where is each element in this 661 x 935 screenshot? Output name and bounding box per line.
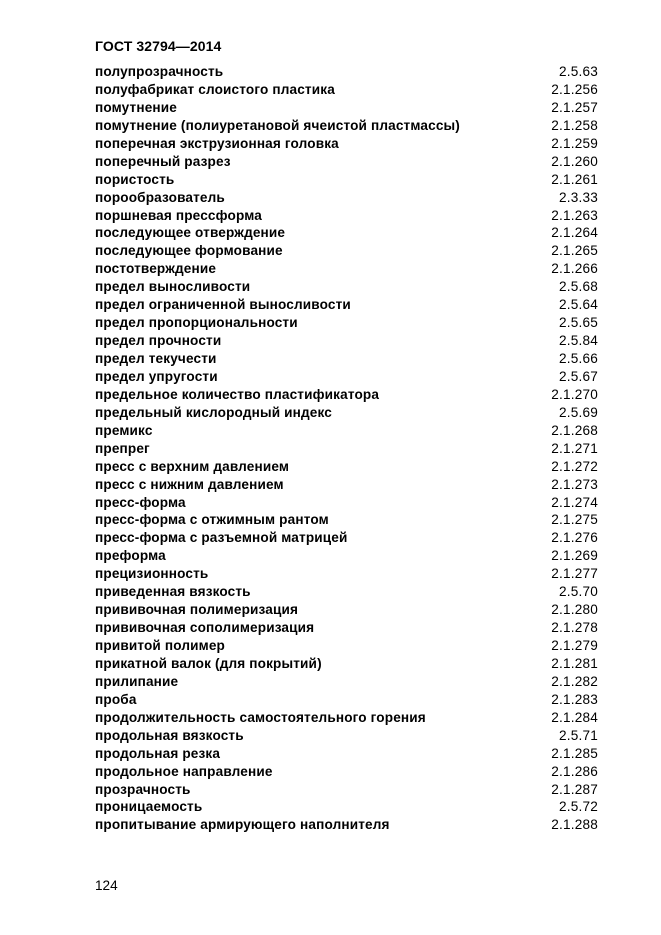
- index-reference-number: 2.1.270: [551, 386, 598, 402]
- index-reference-number: 2.1.260: [551, 153, 598, 169]
- index-reference-number: 2.5.65: [559, 315, 598, 331]
- index-term: прививочная полимеризация: [95, 602, 299, 618]
- index-term: предел упругости: [95, 368, 218, 384]
- index-reference-number: 2.5.84: [559, 333, 598, 349]
- index-term: предел прочности: [95, 333, 222, 349]
- index-term: проницаемость: [95, 799, 203, 815]
- index-entry: [95, 422, 600, 440]
- index-entry: [95, 332, 600, 350]
- index-term: пресс с нижним давлением: [95, 476, 284, 492]
- index-reference-number: 2.1.288: [551, 817, 598, 833]
- index-term: прозрачность: [95, 781, 191, 797]
- index-reference-number: 2.1.285: [551, 745, 598, 761]
- index-entry: [95, 565, 600, 583]
- index-term: предел текучести: [95, 351, 217, 366]
- index-term: проба: [95, 691, 137, 707]
- index-term: препрег: [95, 440, 150, 456]
- index-term: постотверждение: [95, 261, 217, 277]
- index-reference-number: 2.5.64: [559, 297, 598, 313]
- document-header: ГОСТ 32794—2014: [95, 38, 222, 54]
- index-entry: [95, 440, 600, 458]
- index-term: предел пропорциональности: [95, 315, 298, 331]
- index-entry: [95, 135, 600, 153]
- index-entry: [95, 511, 600, 529]
- index-entry: [95, 781, 600, 799]
- index-term: предел ограниченной выносливости: [95, 297, 351, 313]
- index-term: пресс с верхним давлением: [95, 458, 290, 474]
- index-entry: [95, 458, 600, 476]
- index-entry: [95, 189, 600, 207]
- index-reference-number: 2.1.259: [551, 135, 598, 151]
- index-term: последующее формование: [95, 243, 283, 259]
- index-reference-number: 2.3.33: [559, 189, 598, 205]
- index-term: пропитывание армирующего наполнителя: [95, 817, 390, 833]
- index-entry: [95, 117, 600, 135]
- index-term: последующее отверждение: [95, 225, 286, 241]
- index-term: поперечная экструзионная головка: [95, 135, 339, 151]
- index-term: предел выносливости: [95, 279, 251, 295]
- index-reference-number: 2.1.266: [551, 261, 598, 277]
- index-entry: [95, 350, 600, 368]
- index-entry: [95, 619, 600, 637]
- index-term: прикатной валок (для покрытий): [95, 655, 322, 671]
- index-entry: [95, 207, 600, 225]
- index-entry: [95, 296, 600, 314]
- index-reference-number: 2.5.71: [559, 727, 598, 743]
- index-reference-number: 2.1.275: [551, 512, 598, 528]
- index-reference-number: 2.1.265: [551, 243, 598, 259]
- index-entry: [95, 63, 600, 81]
- index-reference-number: 2.1.279: [551, 638, 598, 653]
- index-reference-number: 2.5.63: [559, 64, 598, 79]
- index-term: пресс-форма: [95, 494, 186, 510]
- index-term: прививочная сополимеризация: [95, 620, 315, 636]
- index-term: прилипание: [95, 673, 179, 689]
- index-entry: [95, 547, 600, 565]
- index-reference-number: 2.1.282: [551, 673, 598, 689]
- index-term: пресс-форма с разъемной матрицей: [95, 530, 348, 546]
- index-term: поршневая прессформа: [95, 207, 262, 223]
- index-entry: [95, 691, 600, 709]
- index-entry: [95, 386, 600, 404]
- index-reference-number: 2.1.277: [551, 566, 598, 582]
- index-entry: [95, 655, 600, 673]
- index-term: продольное направление: [95, 763, 273, 779]
- index-reference-number: 2.1.278: [551, 620, 598, 636]
- index-term: предельный кислородный индекс: [95, 404, 332, 420]
- index-entry: [95, 637, 600, 655]
- index-reference-number: 2.1.268: [551, 422, 598, 438]
- index-reference-number: 2.5.72: [559, 799, 598, 815]
- index-entry: [95, 601, 600, 619]
- index-term: пористость: [95, 171, 175, 187]
- index-term: прецизионность: [95, 566, 209, 582]
- index-entry: [95, 242, 600, 260]
- index-reference-number: 2.1.269: [551, 548, 598, 564]
- index-entry: [95, 798, 600, 816]
- index-reference-number: 2.5.67: [559, 368, 598, 384]
- index-reference-number: 2.1.264: [551, 225, 598, 241]
- index-reference-number: 2.1.272: [551, 458, 598, 474]
- index-entry: [95, 260, 600, 278]
- index-entry: [95, 404, 600, 422]
- index-reference-number: 2.1.273: [551, 476, 598, 492]
- index-entry: [95, 99, 600, 117]
- index-entry: [95, 81, 600, 99]
- index-term: пресс-форма с отжимным рантом: [95, 512, 329, 528]
- term-index-list: [95, 63, 600, 834]
- index-reference-number: 2.1.284: [551, 709, 598, 725]
- index-term: предельное количество пластификатора: [95, 386, 380, 402]
- index-term: порообразователь: [95, 189, 225, 205]
- index-reference-number: 2.1.280: [551, 602, 598, 618]
- index-entry: [95, 368, 600, 386]
- index-entry: [95, 224, 600, 242]
- index-entry: [95, 494, 600, 512]
- index-entry: [95, 314, 600, 332]
- index-entry: [95, 476, 600, 494]
- index-entry: [95, 745, 600, 763]
- index-entry: [95, 583, 600, 601]
- index-entry: [95, 171, 600, 189]
- index-entry: [95, 278, 600, 296]
- index-reference-number: 2.1.263: [551, 207, 598, 223]
- index-reference-number: 2.1.281: [551, 655, 598, 671]
- page-number: 124: [95, 878, 118, 893]
- index-reference-number: 2.1.256: [551, 81, 598, 97]
- index-term: привитой полимер: [95, 638, 225, 653]
- index-entry: [95, 709, 600, 727]
- index-reference-number: 2.1.286: [551, 763, 598, 779]
- index-entry: [95, 727, 600, 745]
- index-reference-number: 2.1.271: [551, 440, 598, 456]
- index-term: премикс: [95, 422, 153, 438]
- index-reference-number: 2.1.287: [551, 781, 598, 797]
- index-term: преформа: [95, 548, 166, 564]
- index-term: помутнение (полиуретановой ячеистой пластмассы): [95, 117, 460, 133]
- index-entry: [95, 529, 600, 547]
- index-reference-number: 2.5.70: [559, 584, 598, 600]
- index-term: полуфабрикат слоистого пластика: [95, 81, 335, 97]
- index-reference-number: 2.1.258: [551, 117, 598, 133]
- index-term: полупрозрачность: [95, 64, 224, 79]
- index-reference-number: 2.1.261: [551, 171, 598, 187]
- index-term: продольная резка: [95, 745, 221, 761]
- index-term: приведенная вязкость: [95, 584, 251, 600]
- index-reference-number: 2.5.66: [559, 351, 598, 366]
- index-reference-number: 2.1.276: [551, 530, 598, 546]
- index-reference-number: 2.1.257: [551, 99, 598, 115]
- index-reference-number: 2.5.68: [559, 279, 598, 295]
- index-term: продольная вязкость: [95, 727, 244, 743]
- index-entry: [95, 816, 600, 834]
- index-term: продолжительность самостоятельного горения: [95, 709, 426, 725]
- index-reference-number: 2.5.69: [559, 404, 598, 420]
- index-reference-number: 2.1.283: [551, 691, 598, 707]
- index-term: помутнение: [95, 99, 177, 115]
- index-reference-number: 2.1.274: [551, 494, 598, 510]
- index-term: поперечный разрез: [95, 153, 231, 169]
- index-entry: [95, 153, 600, 171]
- index-entry: [95, 763, 600, 781]
- index-entry: [95, 673, 600, 691]
